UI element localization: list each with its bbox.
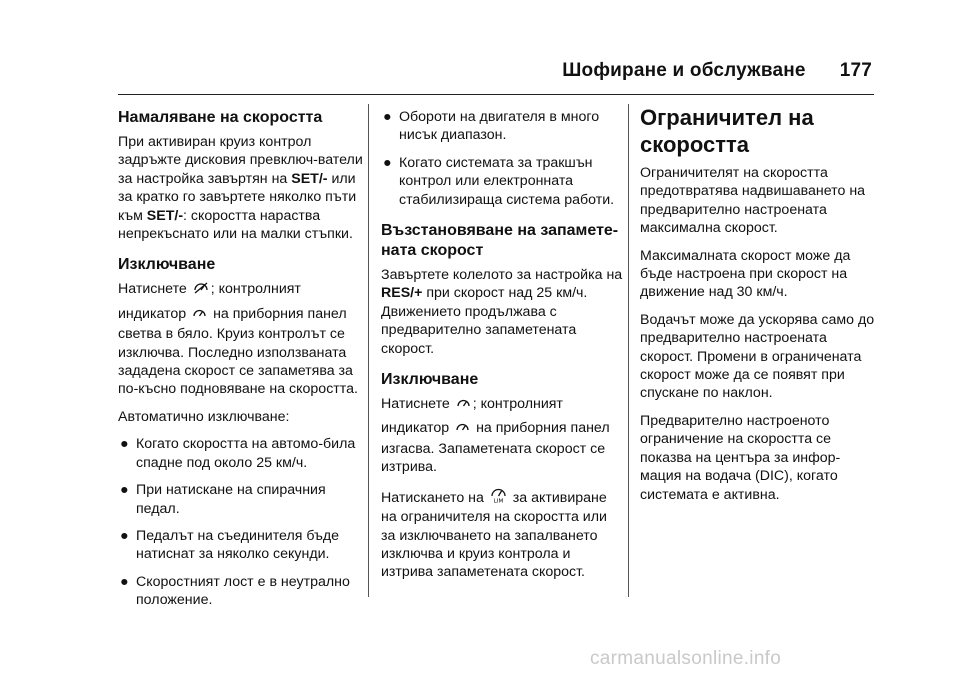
limiter-paragraph-2: Максималната скорост може да бъде настроена при скорост на движение над 30 км/ч. bbox=[640, 247, 851, 301]
column-2 bbox=[381, 104, 623, 591]
auto-deactivation-label: Автоматично изключване: bbox=[118, 408, 290, 425]
column-1 bbox=[118, 104, 363, 619]
deactivation-paragraph-2: индикатор на приборния панел светва в бяло. Круиз контролът се изключва. Последно използваната зададена скорост се запаметява за по-късно подновяване на скоростта. bbox=[118, 305, 358, 398]
page-header bbox=[118, 60, 872, 82]
section-heading-decrease-speed: Намаляване на скоростта bbox=[118, 109, 323, 126]
list-item: ● Когато скоростта на автомо-била спадне под около 25 км/ч. bbox=[120, 436, 356, 471]
column-divider-1 bbox=[368, 104, 369, 597]
limiter-paragraph-1: Ограничителят на скоростта предотвратява надвишаването на предварително настроената максимална скорост. bbox=[640, 165, 866, 237]
list-item: ● При натискане на спирачния педал. bbox=[120, 482, 326, 517]
page-number: 177 bbox=[839, 60, 872, 81]
limiter-paragraph-3: Водачът може да ускорява само до предварително настроената скорост. Промени в ограничената скорост може да се появят при спускане по наклон. bbox=[640, 311, 875, 402]
cruise-off-icon bbox=[193, 281, 209, 300]
section-heading-deactivation-2: Изключване bbox=[381, 371, 479, 389]
section-heading-resume-speed: Възстановяване на запамете-ната скорост bbox=[381, 222, 619, 260]
speed-limiter-icon bbox=[490, 486, 507, 508]
section-heading-deactivation: Изключване bbox=[118, 256, 216, 274]
cruise-control-indicator-icon-2 bbox=[455, 420, 470, 439]
decrease-speed-paragraph: При активиран круиз контрол задръжте дисковия превключ-ватели за настройка завъртян на SET/- или за кратко го завъртете няколко пъти към SET/-: скоростта нараства непрекъснато или на малки стъпки. bbox=[118, 134, 363, 243]
resume-speed-paragraph: Завъртете колелото за настройка на RES/+ при скорост над 25 км/ч. Движението продължава с предварително запаметената скорост. bbox=[381, 267, 623, 357]
cruise-control-indicator-icon bbox=[192, 306, 207, 325]
cruise-control-icon bbox=[456, 396, 471, 415]
watermark: carmanualsonline.info bbox=[590, 648, 782, 669]
list-item: ● Когато системата за тракшън контрол или електронната стабилизираща система работи. bbox=[383, 154, 615, 208]
svg-text:LIM: LIM bbox=[493, 498, 504, 503]
page-title: Шофиране и обслужване bbox=[562, 60, 806, 81]
column-3 bbox=[640, 104, 880, 513]
section-heading-speed-limiter: Ограничител на скоростта bbox=[640, 105, 814, 157]
limiter-paragraph-4: Предварително настроеното ограничение на скоростта се показва на центъра за инфор-мация на водача (DIC), когато системата е активна. bbox=[640, 412, 841, 503]
deactivation2-paragraph-1: Натиснете ; контролният bbox=[381, 395, 623, 415]
header-divider bbox=[118, 94, 874, 95]
column-divider-2 bbox=[628, 104, 629, 597]
deactivation2-paragraph-2: индикатор на приборния панел изгасва. Запаметената скорост се изтрива. bbox=[381, 420, 610, 476]
deactivation-paragraph-1: Натиснете ; контролният bbox=[118, 280, 363, 300]
list-item: ● Обороти на двигателя в много нисък диапазон. bbox=[383, 109, 600, 144]
list-item: ● Педалът на съединителя бъде натиснат за няколко секунди. bbox=[120, 527, 340, 563]
list-item: ● Скоростният лост е в неутрално положение. bbox=[120, 573, 350, 609]
limiter-paragraph: Натискането на LIM за активиране на ограничителя на скоростта или за изключването на запалването изключва и круиз контрола и изтрива запаметената скорост. bbox=[381, 486, 623, 582]
